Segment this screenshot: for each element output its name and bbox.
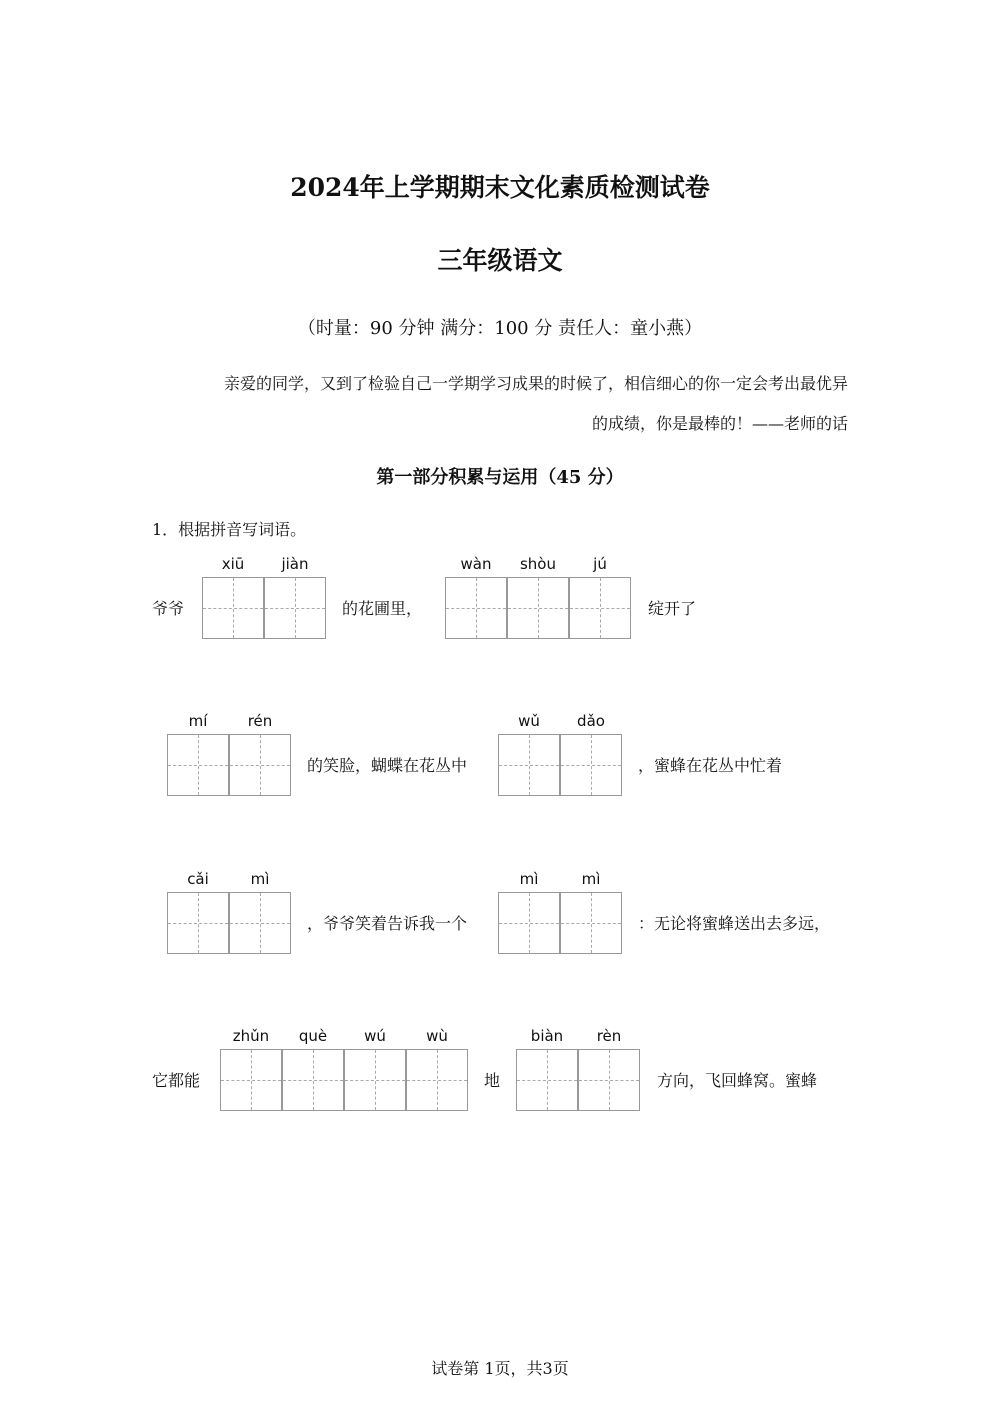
writing-box[interactable] xyxy=(498,892,560,954)
pinyin: wù xyxy=(426,1027,448,1045)
writing-box[interactable] xyxy=(516,1049,578,1111)
writing-box[interactable] xyxy=(264,577,326,639)
pinyin: mì xyxy=(581,870,601,888)
pinyin: cǎi xyxy=(187,870,209,888)
section-title: 第一部分积累与运用（45 分） xyxy=(376,467,624,488)
writing-box[interactable] xyxy=(167,734,229,796)
row4-text-a: 它都能 xyxy=(152,1071,201,1090)
writing-box[interactable] xyxy=(560,734,622,796)
exam-title: 2024年上学期期末文化素质检测试卷 xyxy=(290,173,710,202)
question-1-prompt: 1．根据拼音写词语。 xyxy=(152,520,307,539)
writing-box[interactable] xyxy=(445,577,507,639)
intro-line-2: 的成绩，你是最棒的！——老师的话 xyxy=(591,414,848,433)
row4-text-c: 方向，飞回蜂窝。蜜蜂 xyxy=(657,1071,818,1090)
pinyin: wú xyxy=(364,1027,386,1045)
pinyin: zhǔn xyxy=(232,1027,270,1045)
pinyin: rèn xyxy=(596,1027,622,1045)
writing-box[interactable] xyxy=(578,1049,640,1111)
row1-text-a: 爷爷 xyxy=(152,599,185,618)
pinyin: rén xyxy=(247,712,273,730)
pinyin: jiàn xyxy=(281,555,309,573)
exam-meta: （时量：90 分钟 满分：100 分 责任人：童小燕） xyxy=(297,318,703,339)
pinyin: wàn xyxy=(460,555,492,573)
pinyin: xiū xyxy=(221,555,245,573)
writing-box[interactable] xyxy=(507,577,569,639)
writing-box[interactable] xyxy=(229,734,291,796)
writing-box[interactable] xyxy=(167,892,229,954)
exam-subtitle: 三年级语文 xyxy=(437,246,563,275)
pinyin: mì xyxy=(519,870,539,888)
row1-text-b: 的花圃里， xyxy=(342,599,423,618)
pinyin: jú xyxy=(593,555,607,573)
row4-text-b: 地 xyxy=(484,1071,501,1090)
writing-box[interactable] xyxy=(282,1049,344,1111)
row3-text-b: ：无论将蜜蜂送出去多远， xyxy=(638,914,831,933)
row1-text-c: 绽开了 xyxy=(648,599,697,618)
intro-line-1: 亲爱的同学，又到了检验自己一学期学习成果的时候了，相信细心的你一定会考出最优异 xyxy=(223,374,848,393)
pinyin: mí xyxy=(188,712,208,730)
writing-box[interactable] xyxy=(220,1049,282,1111)
pinyin: mì xyxy=(250,870,270,888)
writing-box[interactable] xyxy=(202,577,264,639)
row3-text-a: ，爷爷笑着告诉我一个 xyxy=(307,914,468,933)
page-footer: 试卷第 1页，共3页 xyxy=(431,1359,569,1378)
writing-box[interactable] xyxy=(229,892,291,954)
writing-box[interactable] xyxy=(498,734,560,796)
pinyin: dǎo xyxy=(577,712,605,730)
row2-text-b: ，蜜蜂在花丛中忙着 xyxy=(638,756,783,775)
writing-box[interactable] xyxy=(560,892,622,954)
row2-text-a: 的笑脸，蝴蝶在花丛中 xyxy=(307,756,468,775)
pinyin: shòu xyxy=(519,555,556,573)
pinyin: biàn xyxy=(530,1027,564,1045)
pinyin: wǔ xyxy=(518,712,540,730)
pinyin: què xyxy=(298,1027,328,1045)
writing-box[interactable] xyxy=(344,1049,406,1111)
writing-box[interactable] xyxy=(569,577,631,639)
writing-box[interactable] xyxy=(406,1049,468,1111)
